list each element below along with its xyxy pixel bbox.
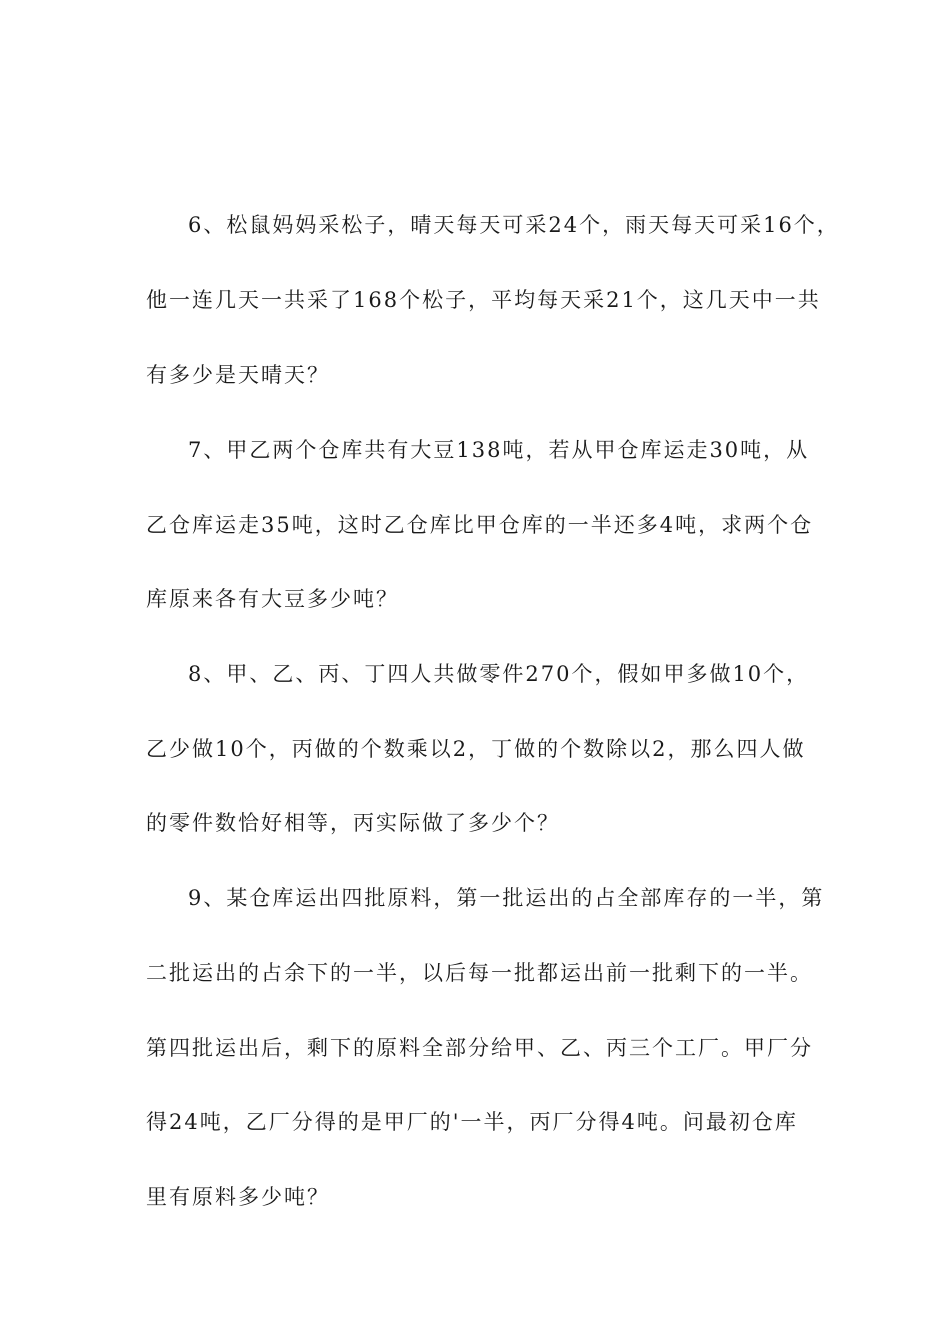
problem-9-line-2: 二批运出的占余下的一半，以后每一批都运出前一批剩下的一半。 [146, 961, 813, 985]
problem-9-line-1: 9、某仓库运出四批原料，第一批运出的占全部库存的一半，第 [188, 886, 825, 910]
problem-8-line-2: 乙少做10个，丙做的个数乘以2，丁做的个数除以2，那么四人做 [146, 737, 806, 761]
problem-8-line-3: 的零件数恰好相等，丙实际做了多少个？ [146, 811, 560, 835]
problem-8-line-1: 8、甲、乙、丙、丁四人共做零件270个，假如甲多做10个， [188, 662, 810, 686]
problem-6-line-1: 6、松鼠妈妈采松子，晴天每天可采24个，雨天每天可采16个， [188, 213, 840, 237]
problem-7-line-1: 7、甲乙两个仓库共有大豆138吨，若从甲仓库运走30吨，从 [188, 438, 810, 462]
problem-7-line-3: 库原来各有大豆多少吨？ [146, 587, 399, 611]
problem-7-line-2: 乙仓库运走35吨，这时乙仓库比甲仓库的一半还多4吨，求两个仓 [146, 513, 814, 537]
problem-9-line-4: 得24吨，乙厂分得的是甲厂的'一半，丙厂分得4吨。问最初仓库 [146, 1110, 798, 1134]
problem-6-line-3: 有多少是天晴天？ [146, 363, 330, 387]
problem-9-line-5: 里有原料多少吨？ [146, 1185, 330, 1209]
problem-9-line-3: 第四批运出后，剩下的原料全部分给甲、乙、丙三个工厂。甲厂分 [146, 1036, 813, 1060]
problem-6-line-2: 他一连几天一共采了168个松子，平均每天采21个，这几天中一共 [146, 288, 821, 312]
